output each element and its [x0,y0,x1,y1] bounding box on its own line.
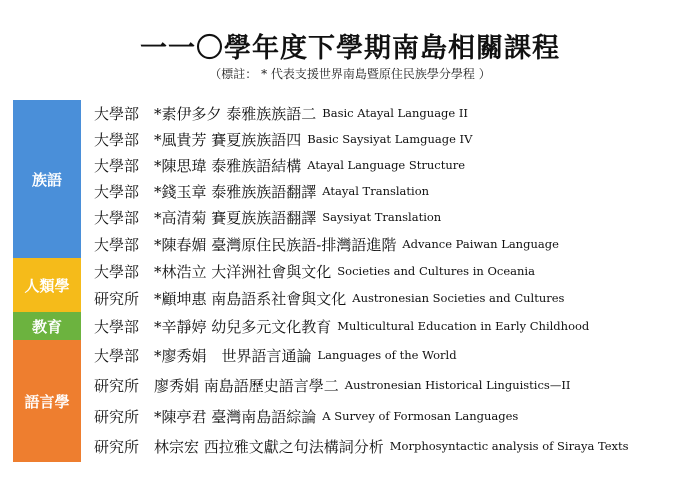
course-english: Languages of the World [317,348,457,362]
course-row [94,204,441,230]
course-row [94,403,518,429]
course-row [94,100,468,126]
course-row [94,178,429,204]
course-english: Austronesian Historical Linguistics—II [344,378,571,392]
course-chinese: 大學部 *廖秀娟 世界語言通論 [94,346,312,365]
course-row [94,231,559,257]
course-english: Atayal Language Structure [307,158,466,172]
course-chinese: 大學部 *辛靜婷 幼兒多元文化教育 [94,317,332,336]
page-title: 一一〇學年度下學期南島相關課程 [140,33,560,64]
course-english: Basic Saysiyat Lamguage IV [307,132,473,146]
course-row [94,313,589,339]
course-english: Basic Atayal Language II [322,106,468,120]
course-english: A Survey of Formosan Languages [322,409,519,423]
course-chinese: 大學部 *錢玉章 泰雅族族語翻譯 [94,182,317,201]
course-row [94,285,564,311]
course-english: Morphosyntactic analysis of Siraya Texts [389,439,629,453]
course-row [94,433,629,459]
course-row [94,126,472,152]
course-chinese: 大學部 *高清菊 賽夏族族語翻譯 [94,208,317,227]
course-english: Societies and Cultures in Oceania [337,264,535,278]
course-chinese: 大學部 *素伊多夕 泰雅族族語二 [94,104,317,123]
course-row [94,342,457,368]
course-chinese: 大學部 *風貴芳 賽夏族族語四 [94,130,302,149]
category-anthropology: 人類學 [13,258,81,312]
annotation-note: （標註： * 代表支援世界南島暨原住民族學分學程 ） [209,67,491,81]
course-english: Multicultural Education in Early Childhood [337,319,590,333]
category-education: 教育 [13,312,81,340]
course-row [94,152,465,178]
course-english: Atayal Translation [322,184,430,198]
course-english: Saysiyat Translation [322,210,442,224]
category-indigenous-language: 族語 [13,100,81,258]
category-linguistics: 語言學 [13,340,81,462]
course-english: Advance Paiwan Language [402,237,559,251]
course-chinese: 研究所 *顧坤惠 南島語系社會與文化 [94,289,347,308]
course-row [94,372,570,398]
course-chinese: 大學部 *陳思瑋 泰雅族語結構 [94,156,302,175]
course-row [94,258,535,284]
course-chinese: 研究所 林宗宏 西拉雅文獻之句法構詞分析 [94,437,384,456]
course-chinese: 大學部 *陳春媚 臺灣原住民族語-排灣語進階 [94,235,397,254]
course-chinese: 大學部 *林浩立 大洋洲社會與文化 [94,262,332,281]
course-chinese: 研究所 *陳亭君 臺灣南島語綜論 [94,407,317,426]
course-english: Austronesian Societies and Cultures [352,291,565,305]
course-chinese: 研究所 廖秀娟 南島語歷史語言學二 [94,376,339,395]
